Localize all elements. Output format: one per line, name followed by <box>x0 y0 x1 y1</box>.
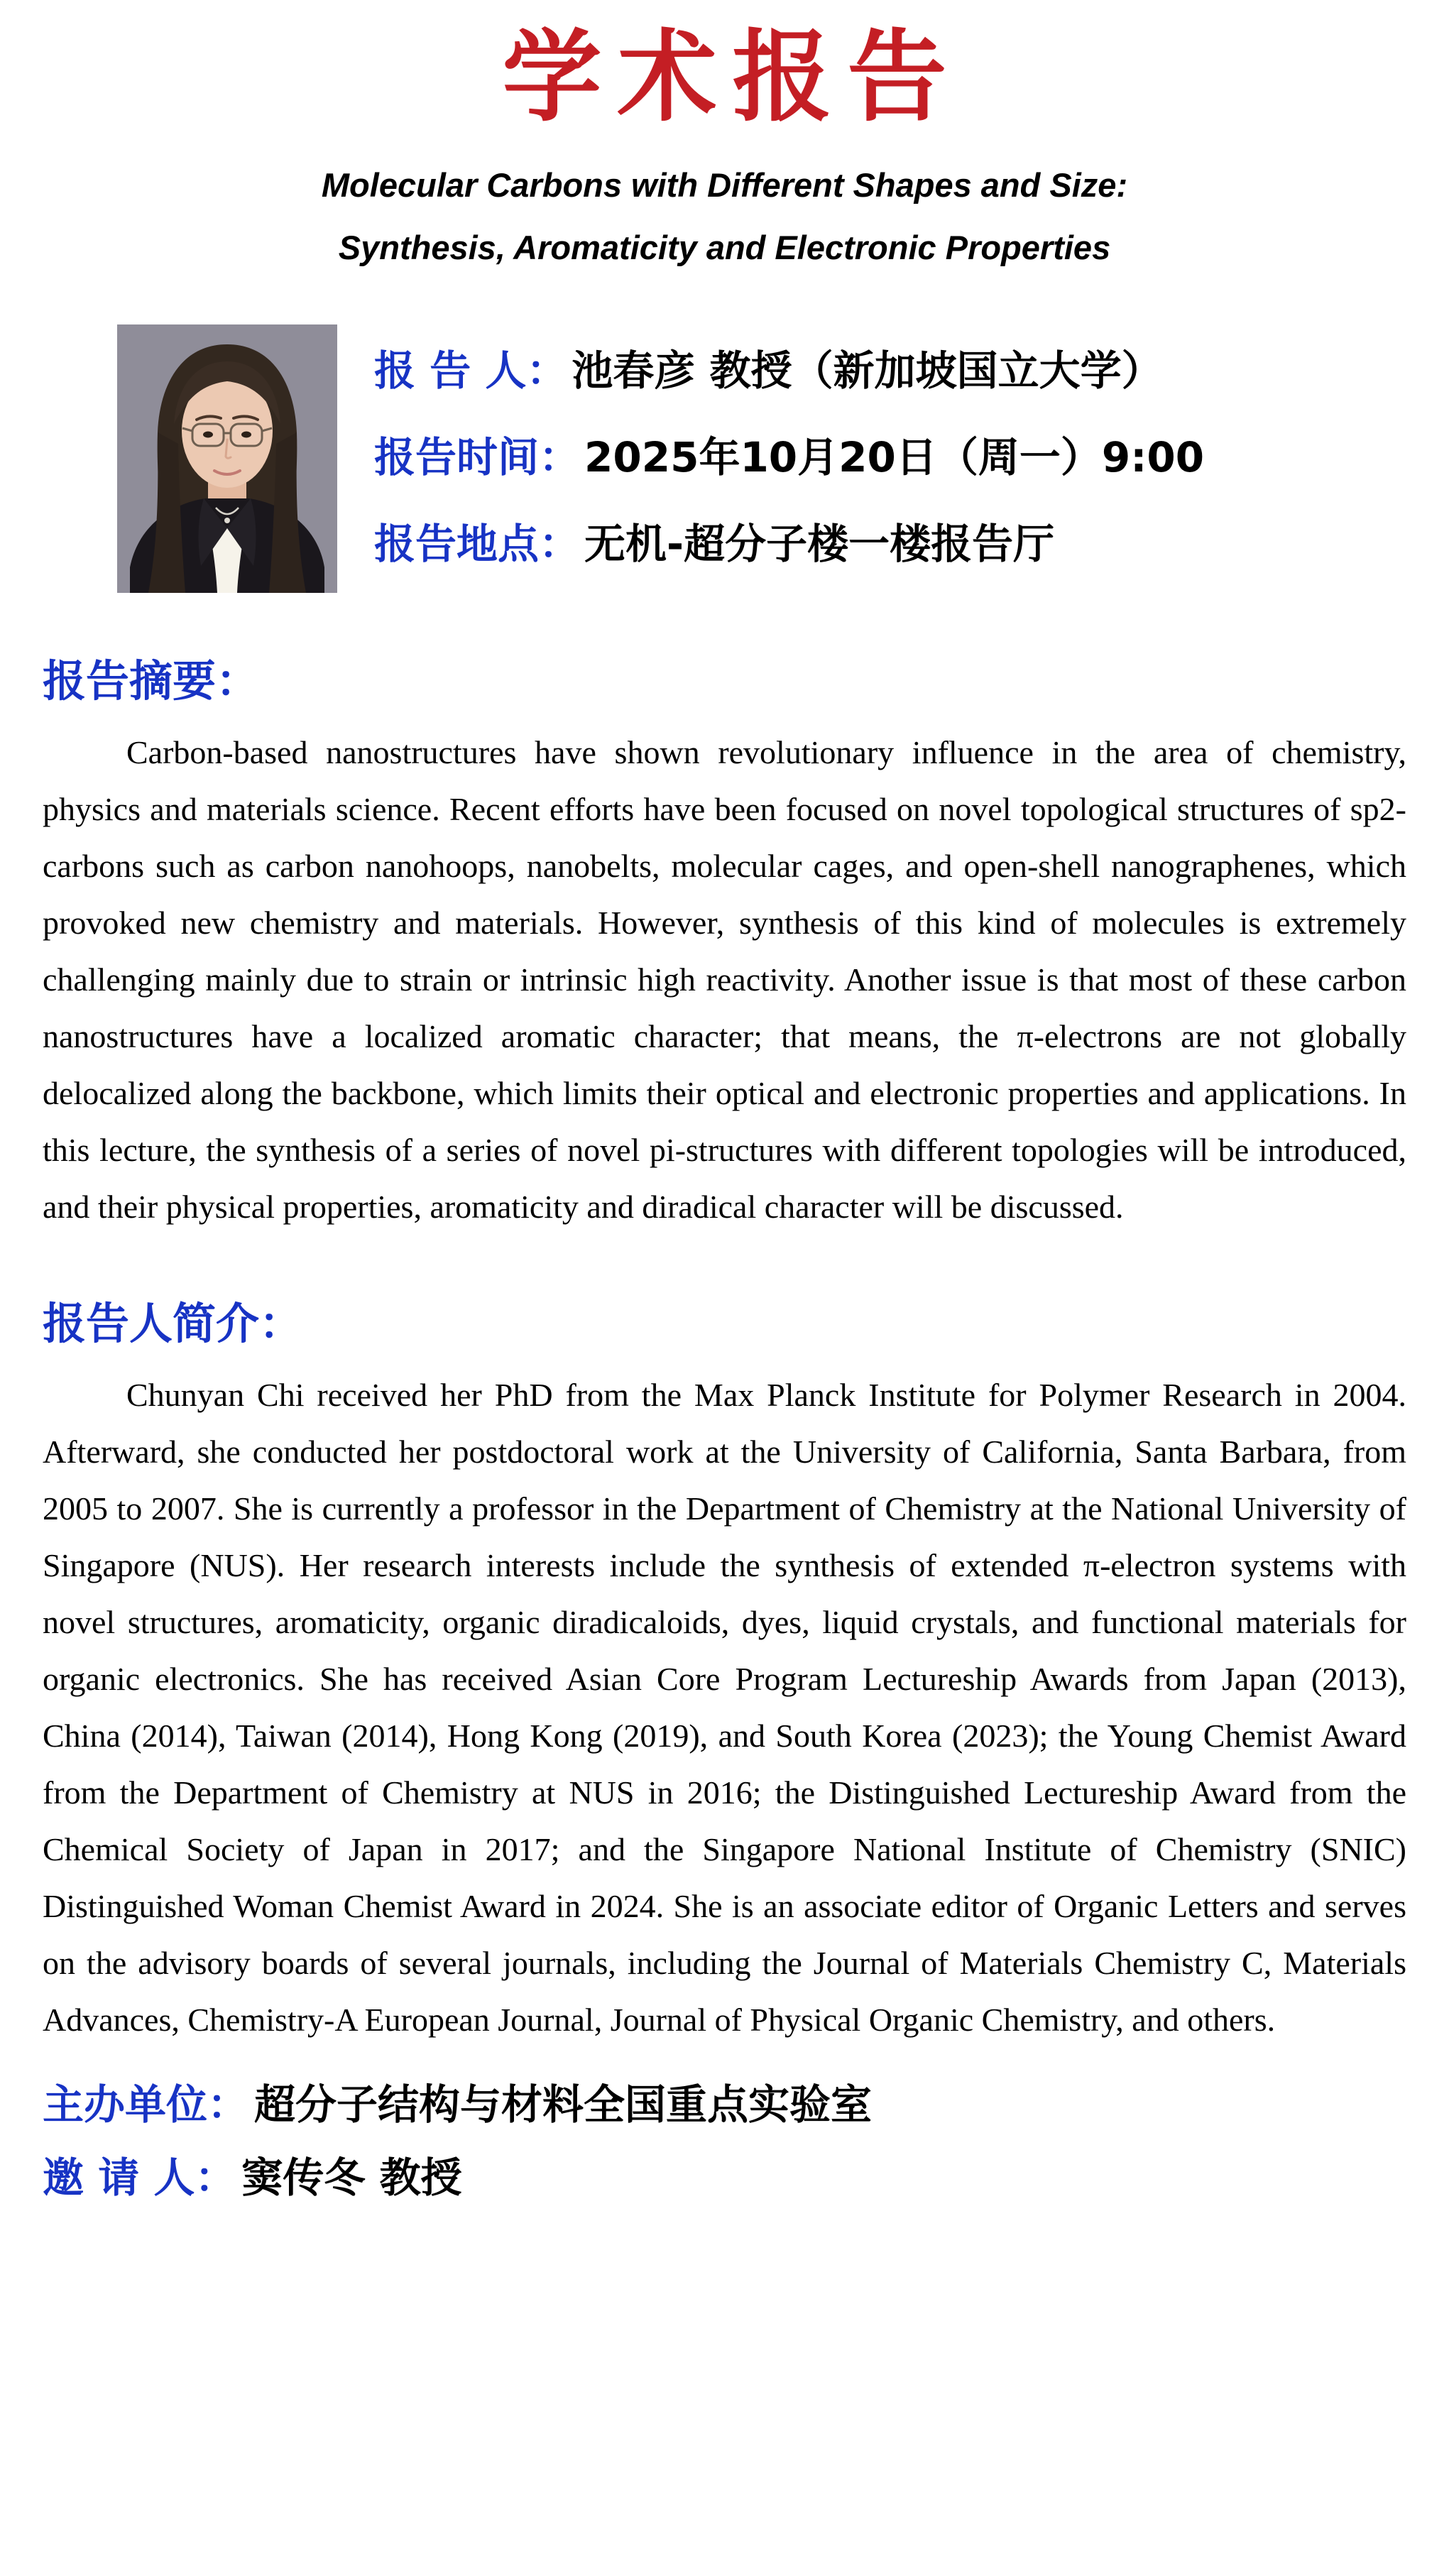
speaker-section <box>117 324 1449 593</box>
inviter-label: 邀 请 人： <box>43 2154 236 2203</box>
location-label: 报告地点： <box>374 520 581 568</box>
organizer-value: 超分子结构与材料全国重点实验室 <box>254 2080 873 2129</box>
footer-row-inviter <box>43 2154 1406 2202</box>
abstract-text: Carbon-based nanostructures have shown revolutionary influence in the area of chemistry, physics and materials science. Recent efforts have been focused on novel topological structures of sp2-carbons such as carbon nanohoops, nanobelts, molecular cages, and open-shell nanographenes, which provoked new chemistry and materials. However, synthesis of this kind of molecules is extremely challenging mainly due to strain or intrinsic high reactivity. Another issue is that most of these carbon nanostructures have a localized aromatic character; that means, the π-electrons are not globally delocalized along the backbone, which limits their optical and electronic properties and applications. In this lecture, the synthesis of a series of novel pi-structures with different topologies will be introduced, and their physical properties, aromaticity and diradical character will be discussed. <box>43 734 1406 1226</box>
lecture-title-english <box>0 154 1449 279</box>
time-value: 2025年10月20日（周一）9:00 <box>584 433 1205 481</box>
lecture-title-line2: Synthesis, Aromaticity and Electronic Properties <box>338 229 1111 266</box>
footer-section <box>43 2081 1406 2201</box>
info-row-location <box>374 520 1204 568</box>
footer-row-organizer <box>43 2081 1406 2129</box>
speaker-photo <box>117 324 337 593</box>
bio-heading: 报告人简介： <box>43 1299 303 1350</box>
organizer-label: 主办单位： <box>43 2080 249 2129</box>
abstract-heading: 报告摘要： <box>43 656 260 706</box>
location-value: 无机-超分子楼一楼报告厅 <box>584 520 1055 568</box>
speaker-label: 报 告 人： <box>374 346 568 395</box>
speaker-portrait-illustration <box>117 324 337 593</box>
speaker-info <box>374 324 1205 568</box>
bio-text: Chunyan Chi received her PhD from the Max Planck Institute for Polymer Research in 2004. Afterward, she conducted her postdoctoral work at the University of California, Santa Barbara, from 2005 to 2007. She is currently a professor in the Department of Chemistry at the National University of Singapore (NUS). Her research interests include the synthesis of extended π-electron systems with novel structures, aromaticity, organic diradicaloids, dyes, liquid crystals, and functional materials for organic electronics. She has received Asian Core Program Lectureship Awards from Japan (2013), China (2014), Taiwan (2014), Hong Kong (2019), and South Korea (2023); the Young Chemist Award from the Department of Chemistry at NUS in 2016; the Distinguished Lectureship Award from the Chemical Society of Japan in 2017; and the Singapore National Institute of Chemistry (SNIC) Distinguished Woman Chemist Award in 2024. She is an associate editor of Organic Letters and serves on the advisory boards of several journals, including the Journal of Materials Chemistry C, Materials Advances, Chemistry-A European Journal, Journal of Physical Organic Chemistry, and others. <box>43 1377 1406 2039</box>
info-row-speaker <box>374 346 1204 395</box>
lecture-title-line1: Molecular Carbons with Different Shapes and Size: <box>321 166 1128 204</box>
inviter-value: 窦传冬 教授 <box>241 2154 462 2203</box>
speaker-value: 池春彦 教授（新加坡国立大学） <box>572 346 1163 395</box>
page-title: 学术报告 <box>502 20 963 136</box>
info-row-time <box>374 433 1205 481</box>
time-label: 报告时间： <box>374 433 581 481</box>
